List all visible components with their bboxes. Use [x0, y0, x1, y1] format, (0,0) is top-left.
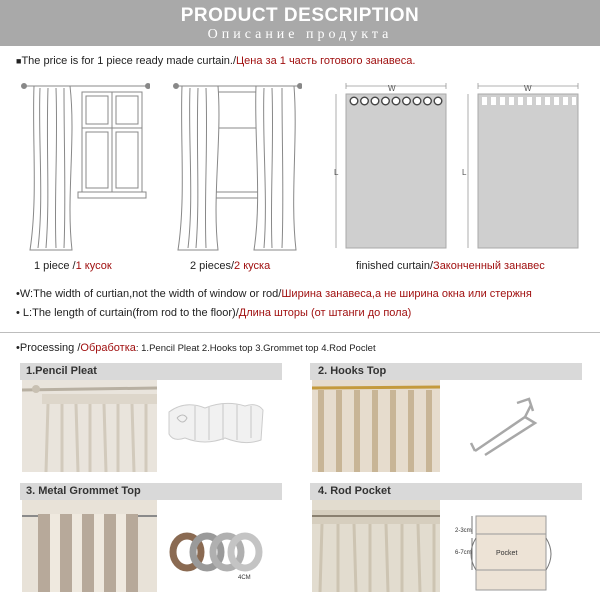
pocket-middle-measure: 6-7cm — [455, 550, 472, 556]
price-note-ru: Цена за 1 часть готового занавеса. — [236, 55, 416, 67]
one-piece-caption: 1 piece /1 кусок — [34, 260, 112, 272]
width-label-left: W — [388, 84, 396, 93]
two-pieces-caption: 2 pieces/2 куска — [190, 260, 271, 272]
bullet-icon: • — [16, 307, 20, 319]
section-title-grommet: 3. Metal Grommet Top — [26, 485, 141, 497]
grommet-size-label: 4CM — [238, 575, 251, 581]
length-note: • L:The length of curtain(from rod to the floor)/Длина шторы (от штанги до пола) — [16, 307, 412, 319]
two-pieces-illustration — [172, 78, 302, 258]
header-banner — [0, 0, 600, 46]
grommet-photo — [22, 500, 157, 592]
bullet-icon: • — [16, 342, 20, 354]
hook-photo — [455, 395, 550, 457]
length-label-left: L — [334, 168, 339, 177]
section-title-hooks-top: 2. Hooks Top — [318, 365, 387, 377]
one-piece-illustration — [20, 78, 150, 258]
price-note-en: The price is for 1 piece ready made curtain./ — [21, 55, 237, 67]
processing-line: •Processing /Обработка: 1.Pencil Pleat 2.Hooks top 3.Grommet top 4.Rod Poclet — [16, 342, 376, 354]
page-subtitle: Описание продукта — [207, 27, 393, 42]
divider — [0, 332, 600, 333]
price-note — [16, 55, 415, 67]
grommet-rings — [350, 97, 442, 105]
width-note: •W:The width of curtian,not the width of window or rod/Ширина занавеса,а не ширина окна или стержня — [16, 288, 532, 300]
section-title-pencil-pleat: 1.Pencil Pleat — [26, 365, 97, 377]
finished-curtain-caption: finished curtain/Законченный занавес — [356, 260, 545, 272]
page-title: PRODUCT DESCRIPTION — [180, 5, 420, 26]
pencil-tape-photo — [165, 392, 265, 452]
width-label-right: W — [524, 84, 532, 93]
section-title-rod-pocket: 4. Rod Pocket — [318, 485, 391, 497]
pencil-pleat-photo — [22, 380, 157, 472]
pocket-label: Pocket — [496, 550, 518, 557]
finished-curtain-illustration — [330, 80, 590, 252]
length-label-right: L — [462, 168, 467, 177]
bullet-icon: • — [16, 288, 20, 300]
bullet-icon: ■ — [16, 56, 22, 66]
pocket-top-measure: 2-3cm — [455, 528, 472, 534]
hooks-top-photo — [312, 380, 440, 472]
rod-pocket-photo — [312, 500, 440, 592]
